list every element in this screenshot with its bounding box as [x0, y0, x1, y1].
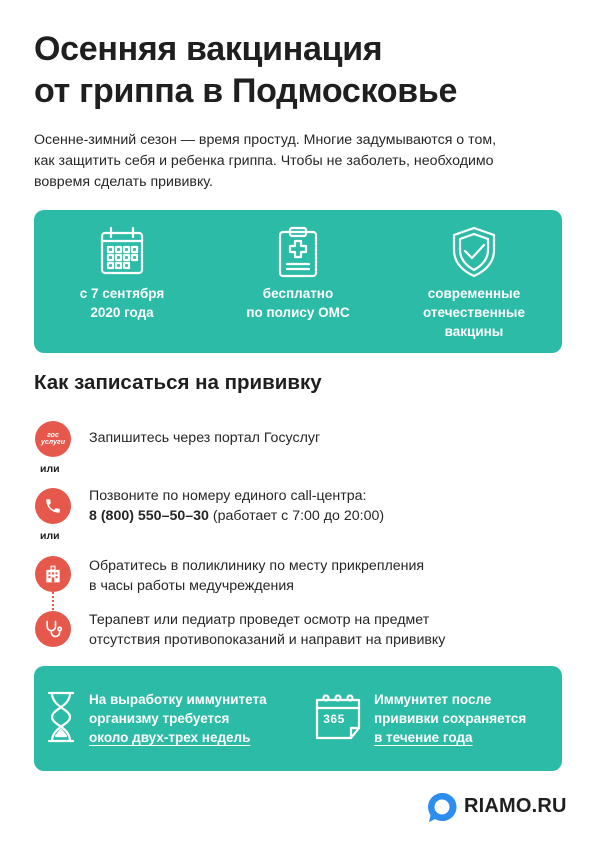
- step-doctor-text: [89, 610, 445, 650]
- page-title-line-1: Осенняя вакцинация: [34, 30, 383, 68]
- medical-clipboard-icon: [278, 226, 318, 278]
- feature-start-date-text: [34, 284, 210, 322]
- features-panel: [34, 210, 562, 353]
- gosuslugi-logo-line-1: гос: [47, 432, 59, 439]
- step-gosuslugi-text: [89, 428, 320, 448]
- gosuslugi-logo: [35, 421, 71, 457]
- feature-free-oms-text: [210, 284, 386, 322]
- call-center-phone-number[interactable]: 8 (800) 550–50–30: [89, 508, 209, 524]
- feature-domestic-vaccines-line-3: вакцины: [444, 324, 504, 339]
- immunity-duration-text: [374, 690, 526, 747]
- immunity-development-text: [89, 690, 267, 747]
- feature-domestic-vaccines-text: [386, 284, 562, 341]
- step-clinic-line-2: в часы работы медучреждения: [89, 578, 294, 594]
- step-phone-line-2: [89, 506, 384, 526]
- feature-start-date-line-2: 2020 года: [90, 305, 154, 320]
- intro-line-1: Осенне-зимний сезон — время простуд. Многие задумываются о том,: [34, 132, 497, 148]
- intro-line-2: как защитить себя и ребенка гриппа. Чтобы не заболеть, необходимо: [34, 153, 494, 169]
- intro-line-3: вовремя сделать прививку.: [34, 174, 213, 190]
- immunity-panel: [34, 666, 562, 771]
- step-gosuslugi-line-1: Запишитесь через портал Госуслуг: [89, 430, 321, 446]
- calendar-icon: [100, 226, 144, 276]
- step-doctor-line-2: отсутствия противопоказаний и направит на прививку: [89, 632, 446, 648]
- feature-start-date: [34, 210, 210, 353]
- calendar-365-icon: [314, 692, 362, 740]
- page-title: [34, 28, 574, 112]
- brand-name: RIAMO.RU: [464, 795, 567, 817]
- immunity-duration-line-2: прививки сохраняется: [374, 711, 527, 726]
- step-phone-line-1: Позвоните по номеру единого call-центра:: [89, 488, 367, 504]
- riamo-logo-icon: [426, 791, 458, 823]
- step-phone-text: [89, 486, 384, 526]
- clinic-icon: [43, 564, 63, 584]
- step-clinic-line-1: Обратитесь в поликлинику по месту прикрепления: [89, 558, 425, 574]
- feature-domestic-vaccines-line-2: отечественные: [423, 305, 525, 320]
- intro-paragraph: [34, 130, 569, 193]
- feature-domestic-vaccines: [386, 210, 562, 353]
- step-connector-dots: [52, 592, 56, 610]
- immunity-development-line-3: около двух-трех недель: [89, 730, 251, 745]
- or-label-2: или: [40, 530, 60, 542]
- feature-start-date-line-1: с 7 сентября: [79, 286, 165, 301]
- stethoscope-icon-circle: [35, 611, 71, 647]
- feature-domestic-vaccines-line-1: современные: [427, 286, 521, 301]
- phone-icon-circle: [35, 488, 71, 524]
- page-title-line-2: от гриппа в Подмосковье: [34, 72, 458, 110]
- call-center-hours: (работает с 7:00 до 20:00): [208, 508, 385, 524]
- calendar-365-label: 365: [323, 712, 345, 726]
- or-label-1: или: [40, 463, 60, 475]
- step-doctor-line-1: Терапевт или педиатр проведет осмотр на предмет: [89, 612, 430, 628]
- hourglass-icon: [47, 691, 75, 743]
- immunity-development-line-2: организму требуется: [89, 711, 230, 726]
- stethoscope-icon: [43, 619, 63, 639]
- phone-icon: [44, 497, 62, 515]
- feature-free-oms-line-2: по полису ОМС: [246, 305, 350, 320]
- step-clinic-text: [89, 556, 424, 596]
- immunity-development-line-1: На выработку иммунитета: [89, 692, 267, 707]
- clinic-icon-circle: [35, 556, 71, 592]
- feature-free-oms: [210, 210, 386, 353]
- gosuslugi-logo-text: [41, 432, 65, 446]
- shield-check-icon: [450, 226, 498, 278]
- section-title: Как записаться на прививку: [34, 371, 322, 394]
- immunity-duration-line-1: Иммунитет после: [374, 692, 492, 707]
- feature-free-oms-line-1: бесплатно: [262, 286, 334, 301]
- gosuslugi-logo-line-2: услуги: [41, 439, 65, 446]
- immunity-duration-line-3: в течение года: [374, 730, 473, 745]
